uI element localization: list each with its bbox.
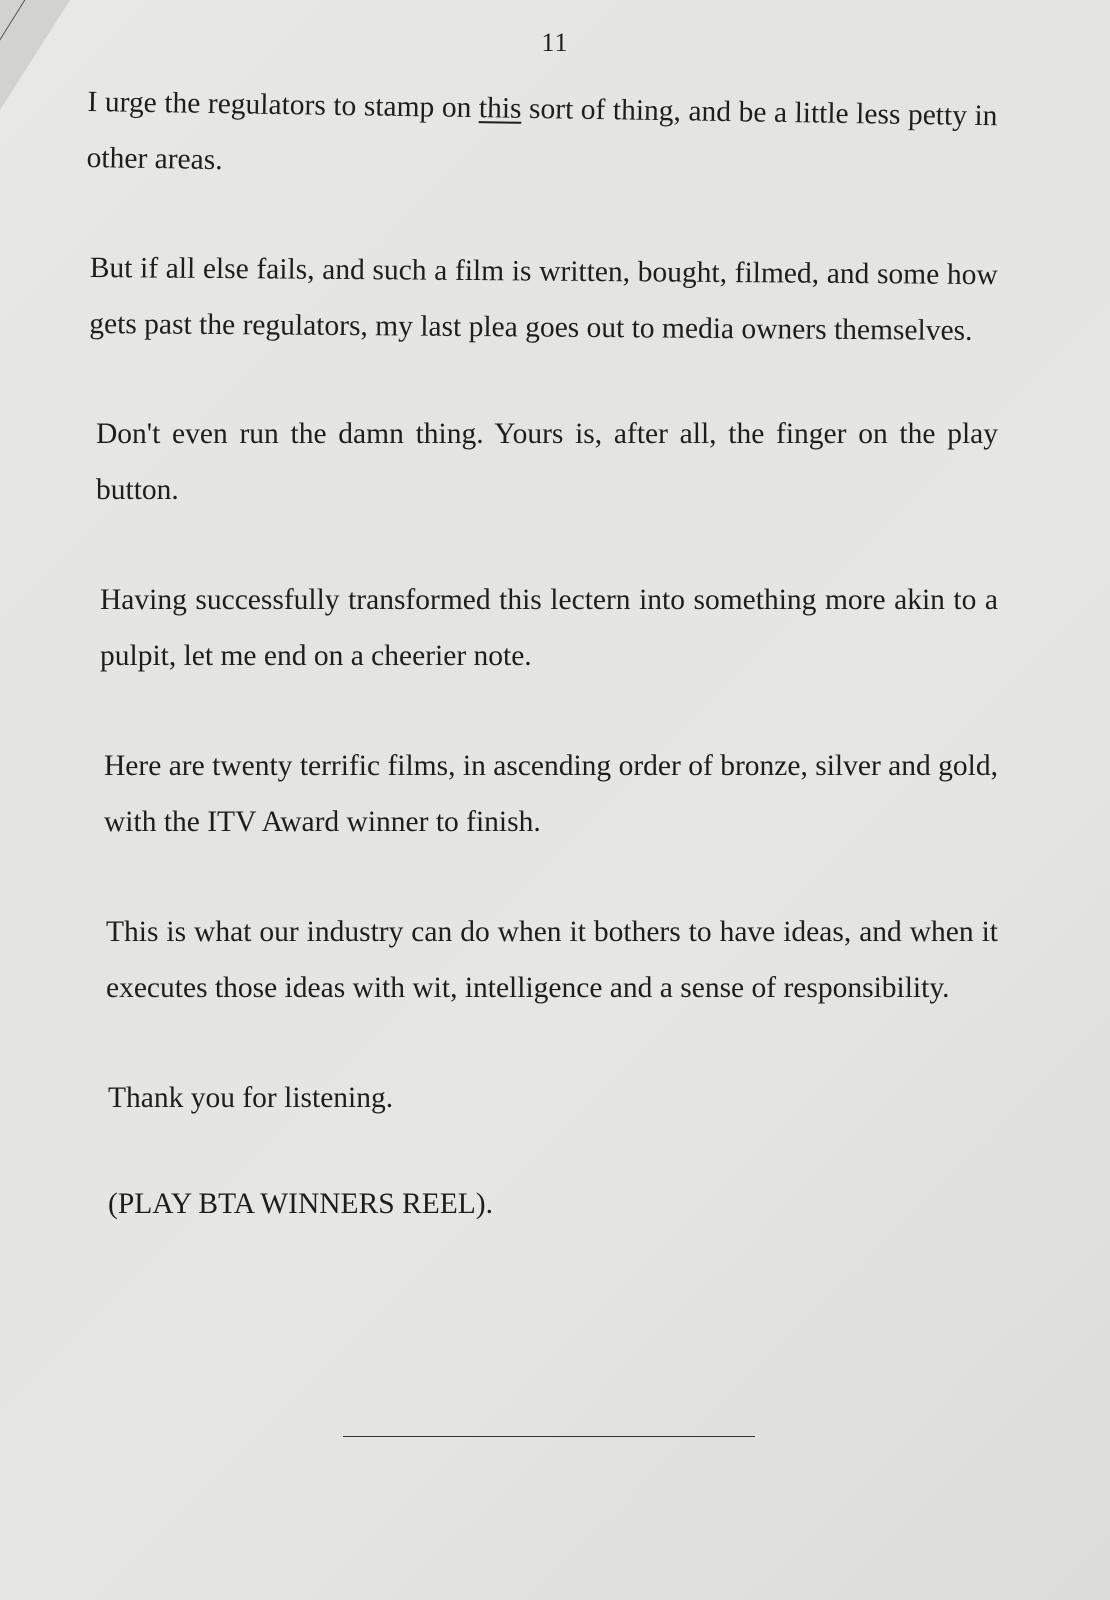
paragraph-dont-run: Don't even run the damn thing. Yours is, after all, the finger on the play button. [96,418,998,506]
paragraph-industry: This is what our industry can do when it bothers to have ideas, and when it executes those ideas with wit, intelligence and a sense of responsibility. [106,916,998,1004]
paragraph-lectern: Having successfully transformed this lectern into something more akin to a pulpit, let me end on a cheerier note. [100,584,998,672]
page-number: 11 [541,28,569,57]
paragraph-text: I urge the regulators to stamp on [87,85,480,125]
paragraph-twenty-films: Here are twenty terrific films, in ascending order of bronze, silver and gold, with the ITV Award winner to finish. [104,750,998,838]
paragraph-text: sort of thing, and be a little less petty in other areas. [86,92,998,177]
paragraph-regulators [86,74,998,200]
body-text [88,74,998,1286]
underlined-word: this [478,92,522,125]
end-rule [343,1436,755,1437]
paragraph-last-plea: But if all else fails, and such a film is written, bought, filmed, and some how gets past the regulators, my last plea goes out to media owners themselves. [89,251,998,347]
paragraph-thank-you: Thank you for listening. [108,1082,394,1114]
paragraph-play-reel: (PLAY BTA WINNERS REEL). [108,1188,493,1220]
